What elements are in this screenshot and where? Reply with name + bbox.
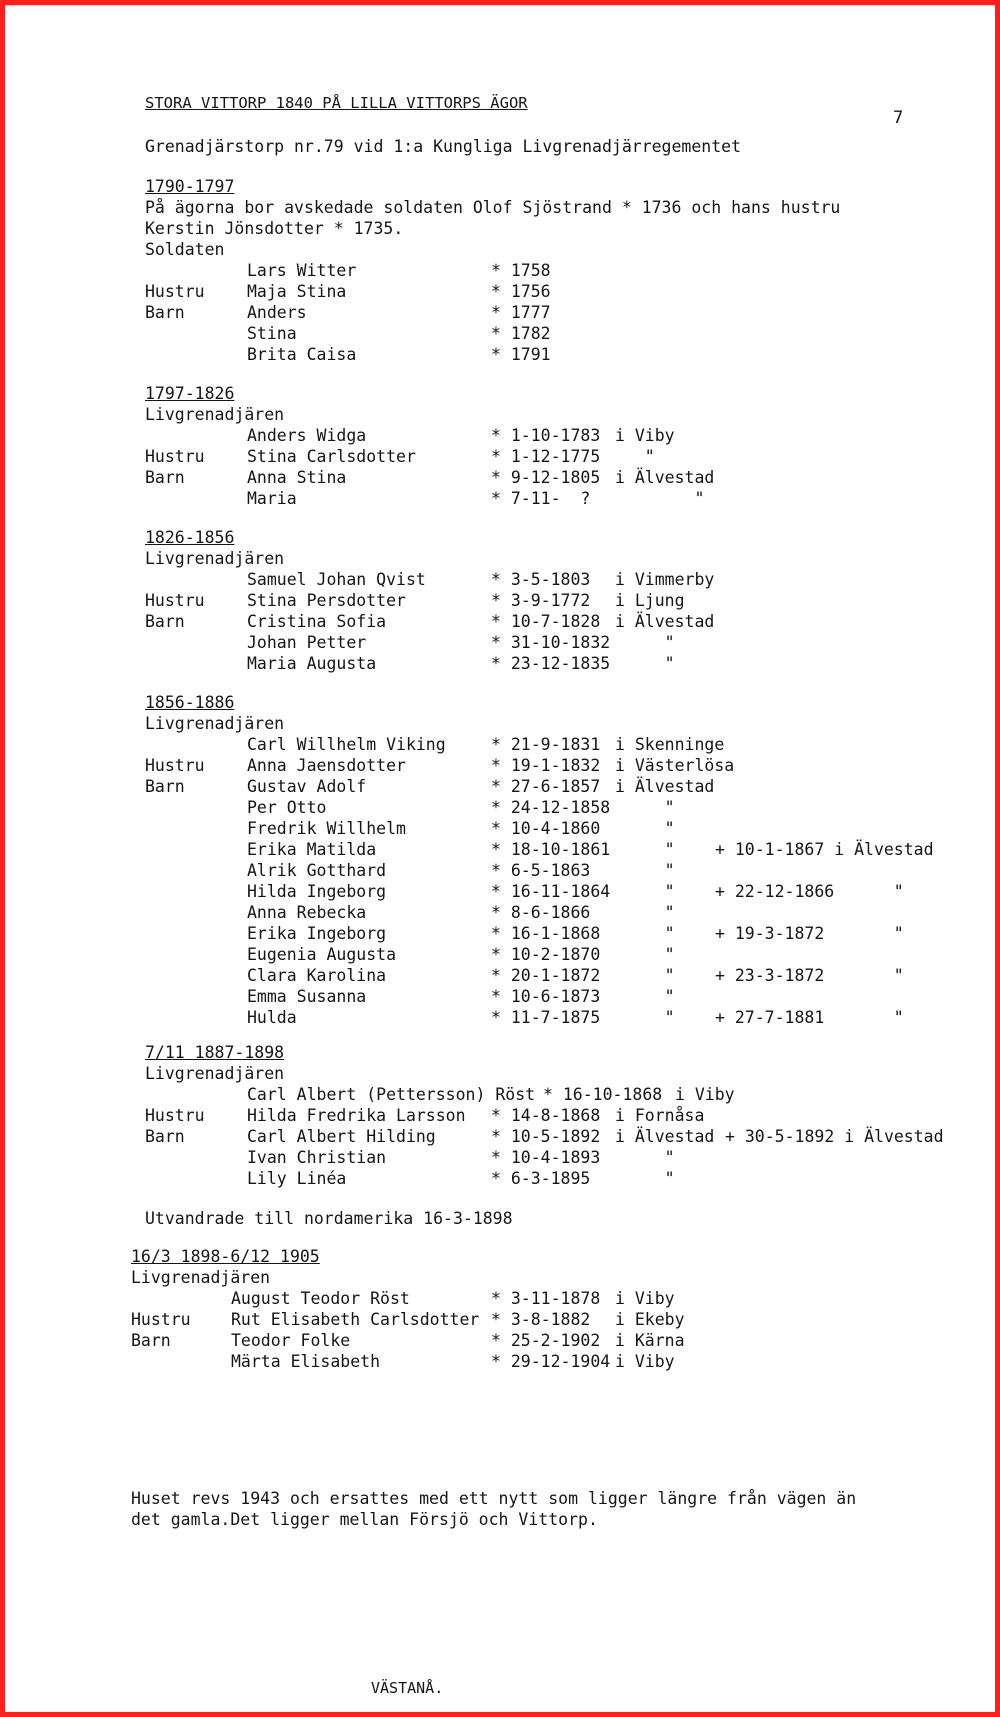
person-row xyxy=(5,633,1000,654)
person-birth: * 6-3-1895 xyxy=(491,1169,591,1188)
person-name: Johan Petter xyxy=(247,633,367,652)
person-name: Per Otto xyxy=(247,798,327,817)
person-birth: * 18-10-1861 xyxy=(491,840,611,859)
person-birth: * 25-2-1902 xyxy=(491,1331,601,1350)
person-name: Stina xyxy=(247,324,297,343)
person-name: Maja Stina xyxy=(247,282,347,301)
person-role: Hustru xyxy=(145,591,205,610)
section-period: 1856-1886 xyxy=(145,693,235,712)
section-heading: Soldaten xyxy=(145,240,225,259)
person-name: August Teodor Röst xyxy=(231,1289,410,1308)
person-place: i Ljung xyxy=(615,591,685,610)
person-death: + 27-7-1881 " xyxy=(715,1008,904,1027)
footer-signature: VÄSTANÅ. xyxy=(371,1679,444,1697)
person-place: " xyxy=(615,903,675,922)
person-row xyxy=(5,303,1000,324)
person-row xyxy=(5,777,1000,798)
person-row xyxy=(5,735,1000,756)
person-name: Lars Witter xyxy=(247,261,357,280)
person-row xyxy=(5,924,1000,945)
person-name: Anna Rebecka xyxy=(247,903,367,922)
person-row xyxy=(5,903,1000,924)
person-row xyxy=(5,447,1000,468)
person-row xyxy=(5,1289,1000,1310)
person-role: Barn xyxy=(131,1331,171,1350)
closing-note-line: det gamla.Det ligger mellan Försjö och Vittorp. xyxy=(131,1510,598,1529)
person-name: Anna Jaensdotter xyxy=(247,756,406,775)
person-row xyxy=(5,489,1000,510)
person-name: Stina Carlsdotter xyxy=(247,447,416,466)
person-row xyxy=(5,882,1000,903)
person-name: Märta Elisabeth xyxy=(231,1352,381,1371)
person-role: Barn xyxy=(145,468,185,487)
person-birth: * 23-12-1835 xyxy=(491,654,611,673)
person-birth: * 16-11-1864 xyxy=(491,882,611,901)
person-row xyxy=(5,1127,1000,1148)
person-birth: * 29-12-1904 xyxy=(491,1352,611,1371)
person-row xyxy=(5,798,1000,819)
person-row xyxy=(5,840,1000,861)
person-place: i Viby xyxy=(675,1085,735,1104)
person-place: i Kärna xyxy=(615,1331,685,1350)
person-name: Stina Persdotter xyxy=(247,591,406,610)
person-name: Samuel Johan Qvist xyxy=(247,570,426,589)
person-name: Brita Caisa xyxy=(247,345,357,364)
section-heading: Livgrenadjären xyxy=(145,549,285,568)
person-row xyxy=(5,1148,1000,1169)
person-place: i Ekeby xyxy=(615,1310,685,1329)
person-place: i Viby xyxy=(615,426,675,445)
person-name: Alrik Gotthard xyxy=(247,861,387,880)
closing-note-line: Huset revs 1943 och ersattes med ett nytt som ligger längre från vägen än xyxy=(131,1489,857,1508)
person-row xyxy=(5,756,1000,777)
person-birth: * 1-10-1783 xyxy=(491,426,601,445)
person-birth: * 10-4-1860 xyxy=(491,819,601,838)
person-name: Anders Widga xyxy=(247,426,367,445)
person-row xyxy=(5,861,1000,882)
person-birth: * 7-11- ? xyxy=(491,489,591,508)
person-role: Barn xyxy=(145,777,185,796)
person-role: Hustru xyxy=(145,1106,205,1125)
person-row xyxy=(5,261,1000,282)
person-place: " xyxy=(615,840,675,859)
emigration-note: Utvandrade till nordamerika 16-3-1898 xyxy=(145,1209,513,1228)
section-period: 1790-1797 xyxy=(145,177,235,196)
person-role: Hustru xyxy=(145,756,205,775)
person-name: Maria Augusta xyxy=(247,654,377,673)
person-row xyxy=(5,345,1000,366)
person-name: Erika Ingeborg xyxy=(247,924,387,943)
person-place: i Vimmerby xyxy=(615,570,715,589)
section-heading: Livgrenadjären xyxy=(131,1268,271,1287)
person-place: i Älvestad xyxy=(615,468,715,487)
person-birth: * 1782 xyxy=(491,324,551,343)
person-place: i Skenninge xyxy=(615,735,725,754)
person-place: " xyxy=(615,633,675,652)
person-row xyxy=(5,819,1000,840)
person-birth: * 10-4-1893 xyxy=(491,1148,601,1167)
person-name: Rut Elisabeth Carlsdotter xyxy=(231,1310,480,1329)
person-name: Anders xyxy=(247,303,307,322)
person-birth: * 10-5-1892 xyxy=(491,1127,601,1146)
section-intro-line: Kerstin Jönsdotter * 1735. xyxy=(145,219,404,238)
person-name: Carl Albert (Pettersson) Röst xyxy=(247,1085,536,1104)
person-place: " xyxy=(615,447,655,466)
person-row xyxy=(5,987,1000,1008)
person-row xyxy=(5,1352,1000,1373)
person-birth: * 9-12-1805 xyxy=(491,468,601,487)
person-row xyxy=(5,468,1000,489)
person-name: Anna Stina xyxy=(247,468,347,487)
person-birth: * 3-8-1882 xyxy=(491,1310,591,1329)
person-name: Emma Susanna xyxy=(247,987,367,1006)
person-role: Barn xyxy=(145,612,185,631)
person-name: Cristina Sofia xyxy=(247,612,387,631)
page-title: STORA VITTORP 1840 PÅ LILLA VITTORPS ÄGOR xyxy=(145,94,528,112)
person-row xyxy=(5,966,1000,987)
person-role: Barn xyxy=(145,1127,185,1146)
person-birth: * 6-5-1863 xyxy=(491,861,591,880)
person-birth: * 20-1-1872 xyxy=(491,966,601,985)
person-row xyxy=(5,1310,1000,1331)
person-place: i Älvestad xyxy=(615,612,715,631)
person-name: Erika Matilda xyxy=(247,840,377,859)
person-birth: * 1756 xyxy=(491,282,551,301)
person-place: " xyxy=(615,945,675,964)
person-birth: * 8-6-1866 xyxy=(491,903,591,922)
person-birth: * 19-1-1832 xyxy=(491,756,601,775)
person-place: " xyxy=(615,654,675,673)
person-birth: * 3-5-1803 xyxy=(491,570,591,589)
subtitle: Grenadjärstorp nr.79 vid 1:a Kungliga Livgrenadjärregementet xyxy=(145,137,742,156)
person-place: i Västerlösa xyxy=(615,756,735,775)
section-heading: Livgrenadjären xyxy=(145,1064,285,1083)
person-birth: * 21-9-1831 xyxy=(491,735,601,754)
section-period: 1826-1856 xyxy=(145,528,235,547)
person-birth: * 1758 xyxy=(491,261,551,280)
person-place: i Älvestad xyxy=(615,777,715,796)
person-birth: * 10-6-1873 xyxy=(491,987,601,1006)
person-death: + 30-5-1892 i Älvestad xyxy=(725,1127,944,1146)
person-birth: * 1777 xyxy=(491,303,551,322)
person-place: i Viby xyxy=(615,1352,675,1371)
person-birth: * 16-10-1868 xyxy=(543,1085,663,1104)
person-row xyxy=(5,945,1000,966)
person-place: " xyxy=(615,987,675,1006)
person-birth: * 11-7-1875 xyxy=(491,1008,601,1027)
person-row xyxy=(5,1085,1000,1106)
person-name: Lily Linéa xyxy=(247,1169,347,1188)
person-row xyxy=(5,426,1000,447)
section-heading: Livgrenadjären xyxy=(145,405,285,424)
person-birth: * 3-11-1878 xyxy=(491,1289,601,1308)
person-name: Ivan Christian xyxy=(247,1148,387,1167)
person-death: + 10-1-1867 i Älvestad xyxy=(715,840,934,859)
person-row xyxy=(5,324,1000,345)
person-birth: * 14-8-1868 xyxy=(491,1106,601,1125)
person-place: i Viby xyxy=(615,1289,675,1308)
person-name: Hilda Fredrika Larsson xyxy=(247,1106,466,1125)
person-name: Hulda xyxy=(247,1008,297,1027)
person-name: Gustav Adolf xyxy=(247,777,367,796)
person-role: Hustru xyxy=(145,447,205,466)
person-row xyxy=(5,612,1000,633)
person-row xyxy=(5,1106,1000,1127)
person-birth: * 1791 xyxy=(491,345,551,364)
person-birth: * 10-7-1828 xyxy=(491,612,601,631)
person-name: Fredrik Willhelm xyxy=(247,819,406,838)
person-death: + 19-3-1872 " xyxy=(715,924,904,943)
person-birth: * 31-10-1832 xyxy=(491,633,611,652)
person-place: " xyxy=(615,489,705,508)
person-name: Hilda Ingeborg xyxy=(247,882,387,901)
person-birth: * 10-2-1870 xyxy=(491,945,601,964)
person-place: " xyxy=(615,1169,675,1188)
person-place: " xyxy=(615,798,675,817)
person-name: Eugenia Augusta xyxy=(247,945,397,964)
person-birth: * 24-12-1858 xyxy=(491,798,611,817)
person-place: i Älvestad xyxy=(615,1127,715,1146)
person-place: " xyxy=(615,966,675,985)
person-place: " xyxy=(615,819,675,838)
person-name: Clara Karolina xyxy=(247,966,387,985)
person-place: " xyxy=(615,924,675,943)
person-death: + 22-12-1866 " xyxy=(715,882,904,901)
person-death: + 23-3-1872 " xyxy=(715,966,904,985)
section-period: 7/11 1887-1898 xyxy=(145,1043,285,1062)
person-birth: * 3-9-1772 xyxy=(491,591,591,610)
person-place: " xyxy=(615,1008,675,1027)
person-place: " xyxy=(615,1148,675,1167)
section-heading: Livgrenadjären xyxy=(145,714,285,733)
person-role: Barn xyxy=(145,303,185,322)
person-name: Carl Willhelm Viking xyxy=(247,735,446,754)
person-name: Teodor Folke xyxy=(231,1331,351,1350)
page-number: 7 xyxy=(893,108,904,128)
person-name: Maria xyxy=(247,489,297,508)
person-place: i Fornåsa xyxy=(615,1106,705,1125)
person-row xyxy=(5,1331,1000,1352)
section-period: 1797-1826 xyxy=(145,384,235,403)
person-row xyxy=(5,591,1000,612)
person-row xyxy=(5,570,1000,591)
person-birth: * 16-1-1868 xyxy=(491,924,601,943)
section-period: 16/3 1898-6/12 1905 xyxy=(131,1247,320,1266)
person-role: Hustru xyxy=(131,1310,191,1329)
person-birth: * 1-12-1775 xyxy=(491,447,601,466)
section-intro-line: På ägorna bor avskedade soldaten Olof Sjöstrand * 1736 och hans hustru xyxy=(145,198,841,217)
person-place: " xyxy=(615,882,675,901)
person-role: Hustru xyxy=(145,282,205,301)
person-place: " xyxy=(615,861,675,880)
person-birth: * 27-6-1857 xyxy=(491,777,601,796)
person-name: Carl Albert Hilding xyxy=(247,1127,436,1146)
person-row xyxy=(5,1008,1000,1029)
person-row xyxy=(5,1169,1000,1190)
person-row xyxy=(5,282,1000,303)
person-row xyxy=(5,654,1000,675)
